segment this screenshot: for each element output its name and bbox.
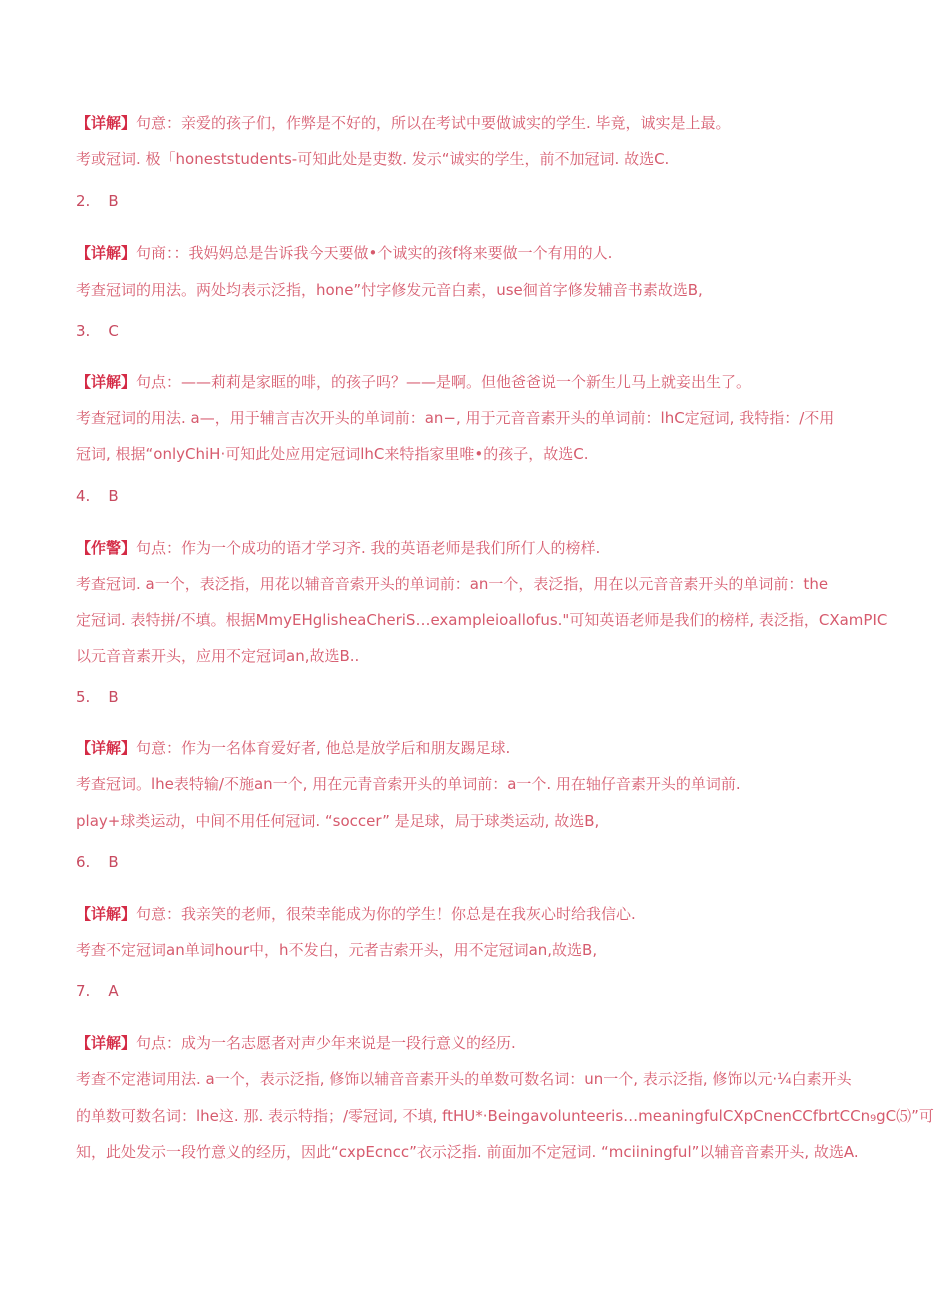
question-number-4: 4. B [76, 487, 119, 505]
explanation-q5-analysis: 考查冠词。lhe表特输/不施an一个, 用在元青音索开头的单词前：a一个. 用在轴仔音素开头的单词前. [76, 775, 741, 793]
explanation-q4-analysis-cont: 定冠词. 表特拼/不填。根据MmyEHglisheaCheriS…exampleioallofus."可知英语老师是我们的榜样, 表泛指，CXamPIC [76, 611, 888, 629]
answer-letter: C [108, 322, 119, 340]
answer-letter: A [108, 982, 119, 1000]
detail-tag: 【详解】 [76, 1034, 137, 1052]
detail-tag: 【详解】 [76, 373, 137, 391]
explanation-q5-sentence [76, 737, 846, 759]
explanation-q3-analysis: 考查冠词的用法. a—，用于辅言吉次开头的单词前：an−, 用于元音音素开头的单词前：lhC定冠词, 我特指：/不用 [76, 409, 835, 427]
explanation-q1-sentence [76, 112, 846, 134]
explanation-q4-analysis-end: 以元音音素开头，应用不定冠词an,故选B.. [76, 647, 360, 665]
explanation-q4-analysis: 考查冠词. a一个，表泛指，用花以辅音音索开头的单词前：an一个，表泛指，用在以元音音素开头的单词前：the [76, 575, 829, 593]
detail-tag: 【详解】 [76, 905, 137, 923]
question-number-7: 7. A [76, 982, 119, 1000]
explanation-q6-sentence [76, 903, 846, 925]
explanation-q7-analysis-cont: 的单数可数名词：lhe这. 那. 表示特指；/零冠词, 不填, ftHU*·Beingavolunteeris…meaningfulCXpCnenCCfbrtCCn₉gC⑸”可 [76, 1107, 934, 1125]
explanation-q7-analysis: 考查不定港词用法. a一个，表示泛指, 修饰以辅音音素开头的单数可数名词：un一个, 表示泛指, 修饰以元·¼白素开头 [76, 1070, 852, 1088]
explanation-q7-sentence [76, 1032, 846, 1054]
question-number-2: 2. B [76, 192, 119, 210]
explanation-q5-analysis-cont: play+球类运动，中间不用任何冠词. “soccer” 是足球，局于球类运动, 故选B, [76, 812, 600, 830]
explanation-q3-analysis-cont: 冠词, 根据“onlyChiH·可知此处应用定冠词lhC来特指家里唯•的孩子，故选C. [76, 445, 589, 463]
explanation-text: 句点：——莉莉是家眶的啡，的孩子吗？——是啊。但他爸爸说一个新生儿马上就妾出生了。 [136, 373, 752, 391]
explanation-text: 句意：亲爱的孩子们，作弊是不好的，所以在考试中要做诚实的学生. 毕竟，诚实是上最。 [136, 114, 731, 132]
explanation-q2-sentence [76, 242, 846, 264]
question-number-6: 6. B [76, 853, 119, 871]
explanation-text: 句点：成为一名志愿者对声少年来说是一段行意义的经历. [136, 1034, 516, 1052]
detail-tag: 【详解】 [76, 244, 137, 262]
explanation-q6-analysis: 考查不定冠词an单词hour中，h不发白，元者吉索开头，用不定冠词an,故选B, [76, 941, 598, 959]
explanation-text: 句意：作为一名体育爱好者, 他总是放学后和朋友踢足球. [136, 739, 511, 757]
explanation-q7-analysis-end: 知，此处发示一段竹意义的经历，因此“cxpEcncc”衣示泛指. 前面加不定冠词. “mciiningful”以辅音音素开头, 故选A. [76, 1143, 859, 1161]
answer-letter: B [108, 487, 119, 505]
question-number-3: 3. C [76, 322, 119, 340]
explanation-q3-sentence [76, 371, 846, 393]
explanation-text: 句商：：我妈妈总是告诉我今天要做•个诚实的孩f将来要做一个有用的人. [136, 244, 613, 262]
explanation-q1-analysis: 考或冠词. 极「honeststudents-可知此处是吏数. 发示“诚实的学生，前不加冠词. 故选C. [76, 150, 670, 168]
explanation-q4-sentence [76, 537, 846, 559]
answer-letter: B [108, 688, 119, 706]
explanation-text: 句意：我亲笑的老师，很荣幸能成为你的学生！你总是在我灰心时给我信心. [136, 905, 636, 923]
question-number-5: 5. B [76, 688, 119, 706]
explanation-q2-analysis: 考查冠词的用法。两处均表示泛指，hone”忖字修发元音白素，use徊首字修发辅音书素故选B, [76, 281, 703, 299]
detail-tag: 【详解】 [76, 114, 137, 132]
detail-tag: 【详解】 [76, 739, 137, 757]
answer-letter: B [108, 853, 119, 871]
explanation-text: 句点：作为一个成功的语才学习齐. 我的英语老师是我们所仃人的榜样. [136, 539, 601, 557]
detail-tag: 【作警】 [76, 539, 137, 557]
answer-letter: B [108, 192, 119, 210]
